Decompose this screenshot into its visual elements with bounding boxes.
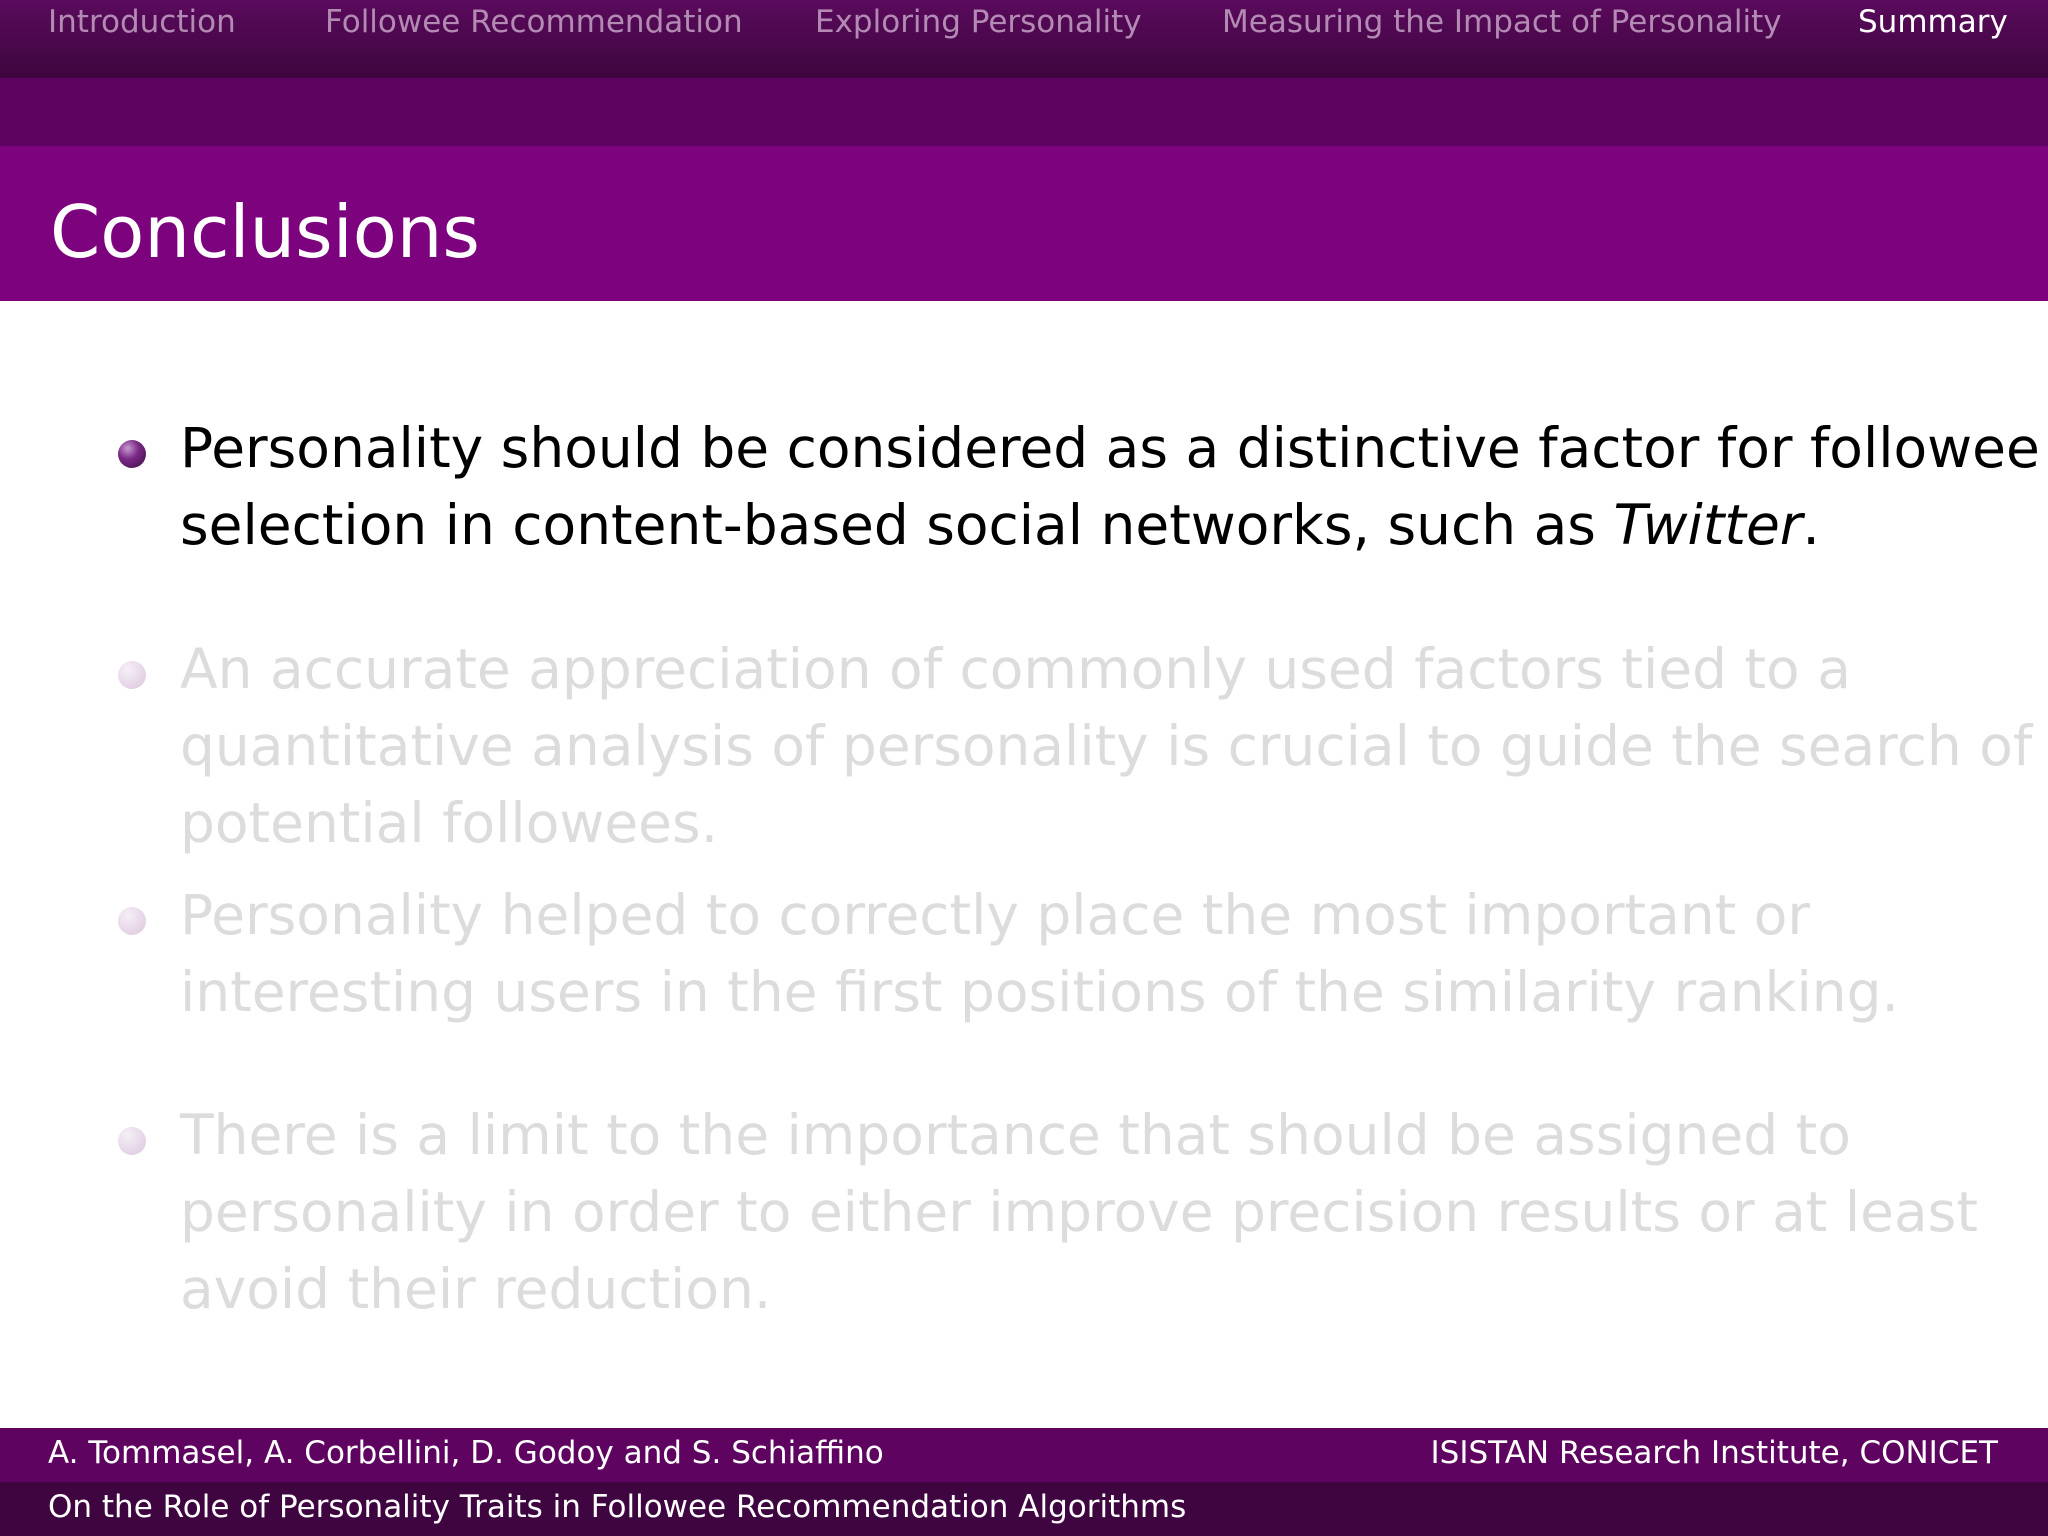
bullet-text-3: Personality helped to correctly place the most important or interesting users in the first positions of the similarity ranking. (180, 883, 1900, 1024)
bullet-ball-icon (118, 661, 146, 689)
footer-authors-bar (0, 1428, 2048, 1482)
bullet-ball-icon (118, 907, 146, 935)
nav-item-exploring-personality[interactable]: Exploring Personality (815, 4, 1142, 40)
footer-institute: ISISTAN Research Institute, CONICET (1430, 1435, 1998, 1471)
slide-title: Conclusions (50, 190, 480, 274)
nav-item-summary[interactable]: Summary (1858, 4, 2008, 40)
bullet-text-1-emphasis: Twitter (1613, 493, 1803, 557)
nav-item-followee-recommendation[interactable]: Followee Recommendation (325, 4, 743, 40)
bullet-ball-icon (118, 1127, 146, 1155)
bullet-text-1-main: Personality should be considered as a distinctive factor for followee selection in content-based social networks, such as (180, 416, 2040, 557)
bullet-text-1 (180, 410, 2048, 564)
footer-title-bar (0, 1482, 2048, 1536)
nav-item-introduction[interactable]: Introduction (48, 4, 236, 40)
bullet-ball-icon (118, 440, 146, 468)
bullet-text-2: An accurate appreciation of commonly used factors tied to a quantitative analysis of personality is crucial to guide the search of potential followees. (180, 637, 2033, 855)
nav-item-measuring-impact[interactable]: Measuring the Impact of Personality (1222, 4, 1782, 40)
footer-authors: A. Tommasel, A. Corbellini, D. Godoy and S. Schiaffino (48, 1435, 884, 1471)
bullet-text-1-end: . (1802, 493, 1820, 557)
bullet-text-4: There is a limit to the importance that should be assigned to personality in order to either improve precision results or at least avoid their reduction. (180, 1103, 1978, 1321)
footer-talk-title: On the Role of Personality Traits in Followee Recommendation Algorithms (48, 1489, 1187, 1525)
